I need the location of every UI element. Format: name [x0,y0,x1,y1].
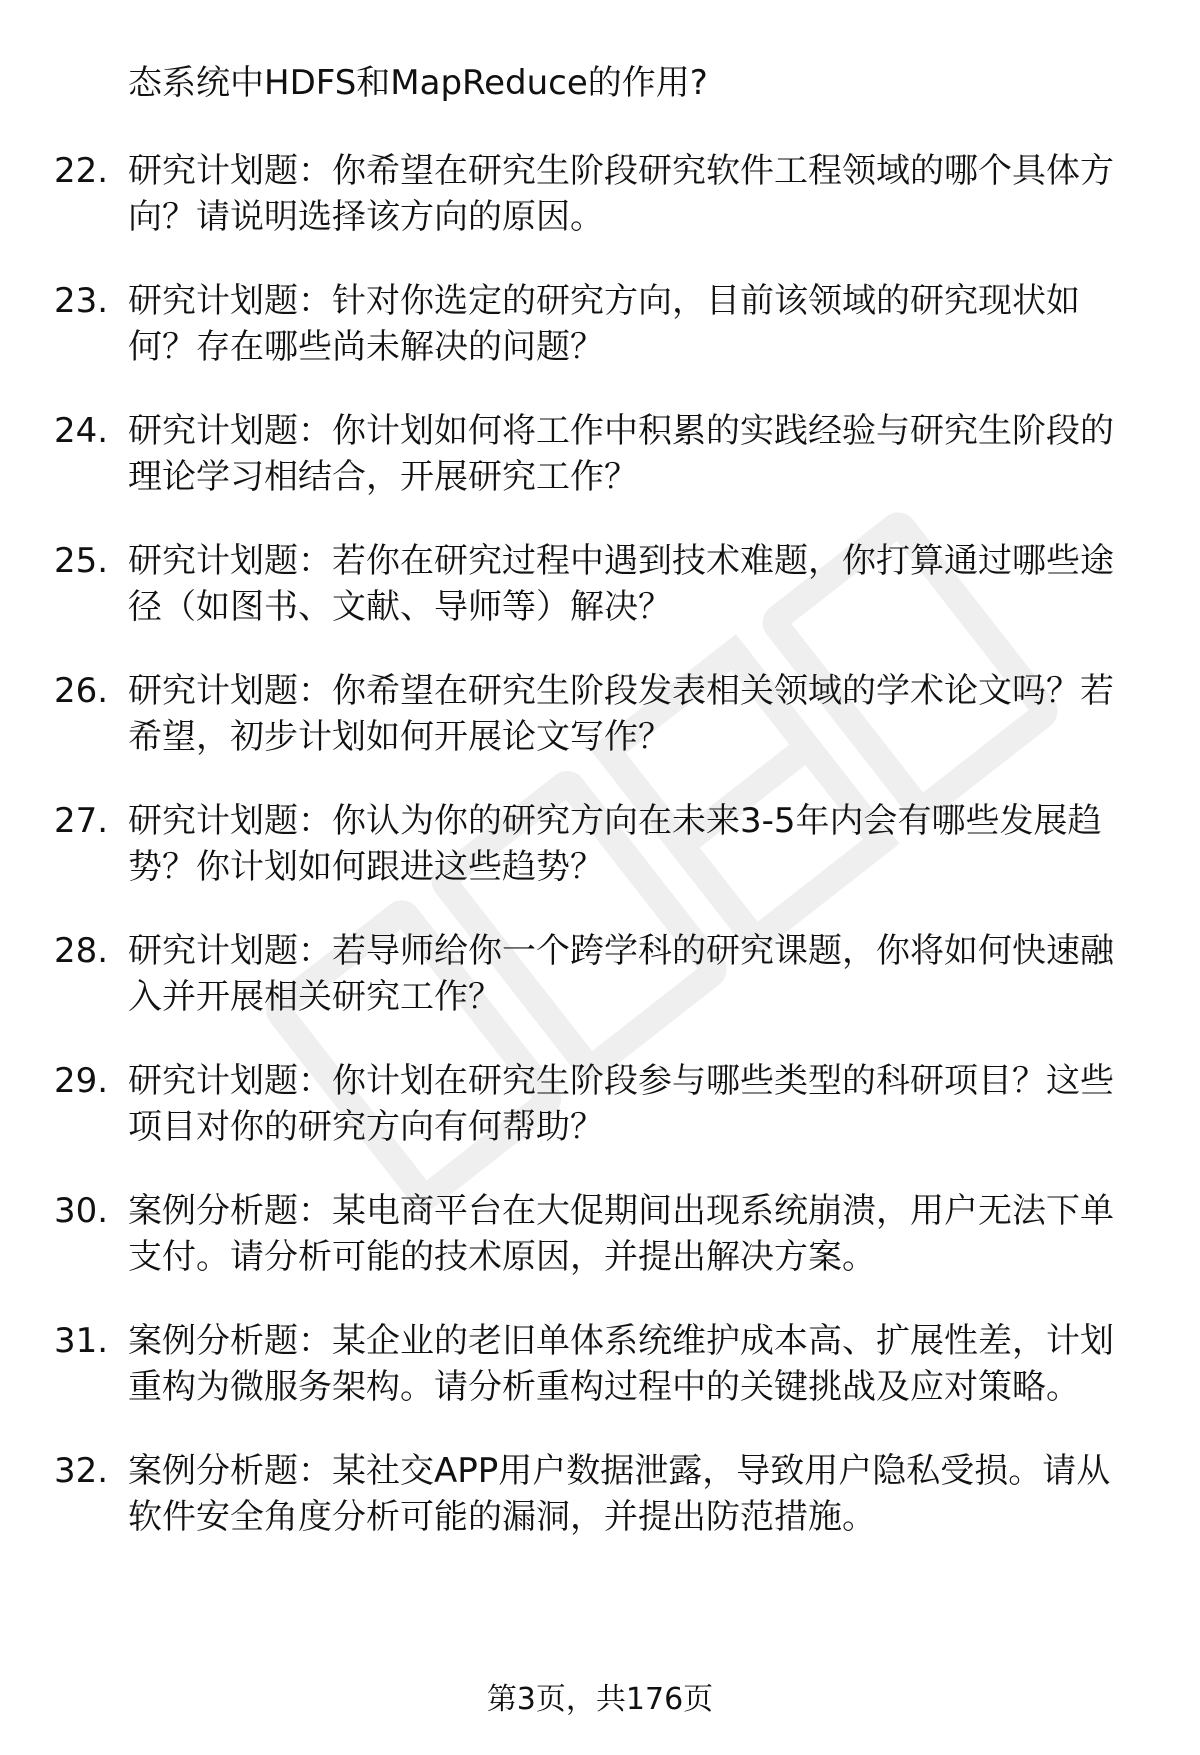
page-number-label: 第3页，共176页 [486,1682,714,1717]
question-number: 25. [54,541,109,581]
question-text: 研究计划题：你计划在研究生阶段参与哪些类型的科研项目？这些项目对你的研究方向有何帮助？ [128,1061,1114,1147]
question-item [0,408,1200,500]
question-number: 30. [54,1191,109,1231]
question-number: 23. [54,281,109,321]
question-text: 案例分析题：某电商平台在大促期间出现系统崩溃，用户无法下单支付。请分析可能的技术原因，并提出解决方案。 [128,1191,1114,1277]
page-footer [0,1680,1200,1720]
question-text: 研究计划题：你希望在研究生阶段发表相关领域的学术论文吗？若希望，初步计划如何开展论文写作？ [128,671,1114,757]
question-number: 29. [54,1061,109,1101]
question-text: 研究计划题：针对你选定的研究方向，目前该领域的研究现状如何？存在哪些尚未解决的问题？ [128,281,1080,367]
question-number: 22. [54,151,109,191]
question-text: 研究计划题：你计划如何将工作中积累的实践经验与研究生阶段的理论学习相结合，开展研究工作？ [128,411,1114,497]
question-text: 研究计划题：若你在研究过程中遇到技术难题，你打算通过哪些途径（如图书、文献、导师等）解决？ [128,541,1114,627]
question-number: 28. [54,931,109,971]
question-item [0,1188,1200,1280]
question-item [0,538,1200,630]
question-text: 案例分析题：某社交APP用户数据泄露，导致用户隐私受损。请从软件安全角度分析可能的漏洞，并提出防范措施。 [128,1451,1111,1537]
question-item [0,1318,1200,1410]
question-list [0,148,1200,1578]
question-number: 31. [54,1321,109,1361]
question-item [0,1058,1200,1150]
question-number: 32. [54,1451,109,1491]
question-text: 研究计划题：你希望在研究生阶段研究软件工程领域的哪个具体方向？请说明选择该方向的原因。 [128,151,1114,237]
question-item [0,798,1200,890]
question-item [0,278,1200,370]
question-item [0,148,1200,240]
question-item [0,668,1200,760]
question-item [0,1448,1200,1540]
question-text: 案例分析题：某企业的老旧单体系统维护成本高、扩展性差，计划重构为微服务架构。请分析重构过程中的关键挑战及应对策略。 [128,1321,1114,1407]
question-text: 研究计划题：若导师给你一个跨学科的研究课题，你将如何快速融入并开展相关研究工作？ [128,931,1114,1017]
question-number: 27. [54,801,109,841]
question-text: 研究计划题：你认为你的研究方向在未来3-5年内会有哪些发展趋势？你计划如何跟进这些趋势？ [128,801,1102,887]
question-number: 26. [54,671,109,711]
question-item [0,928,1200,1020]
continued-question-text: 态系统中HDFS和MapReduce的作用? [128,63,708,103]
question-number: 24. [54,411,109,451]
